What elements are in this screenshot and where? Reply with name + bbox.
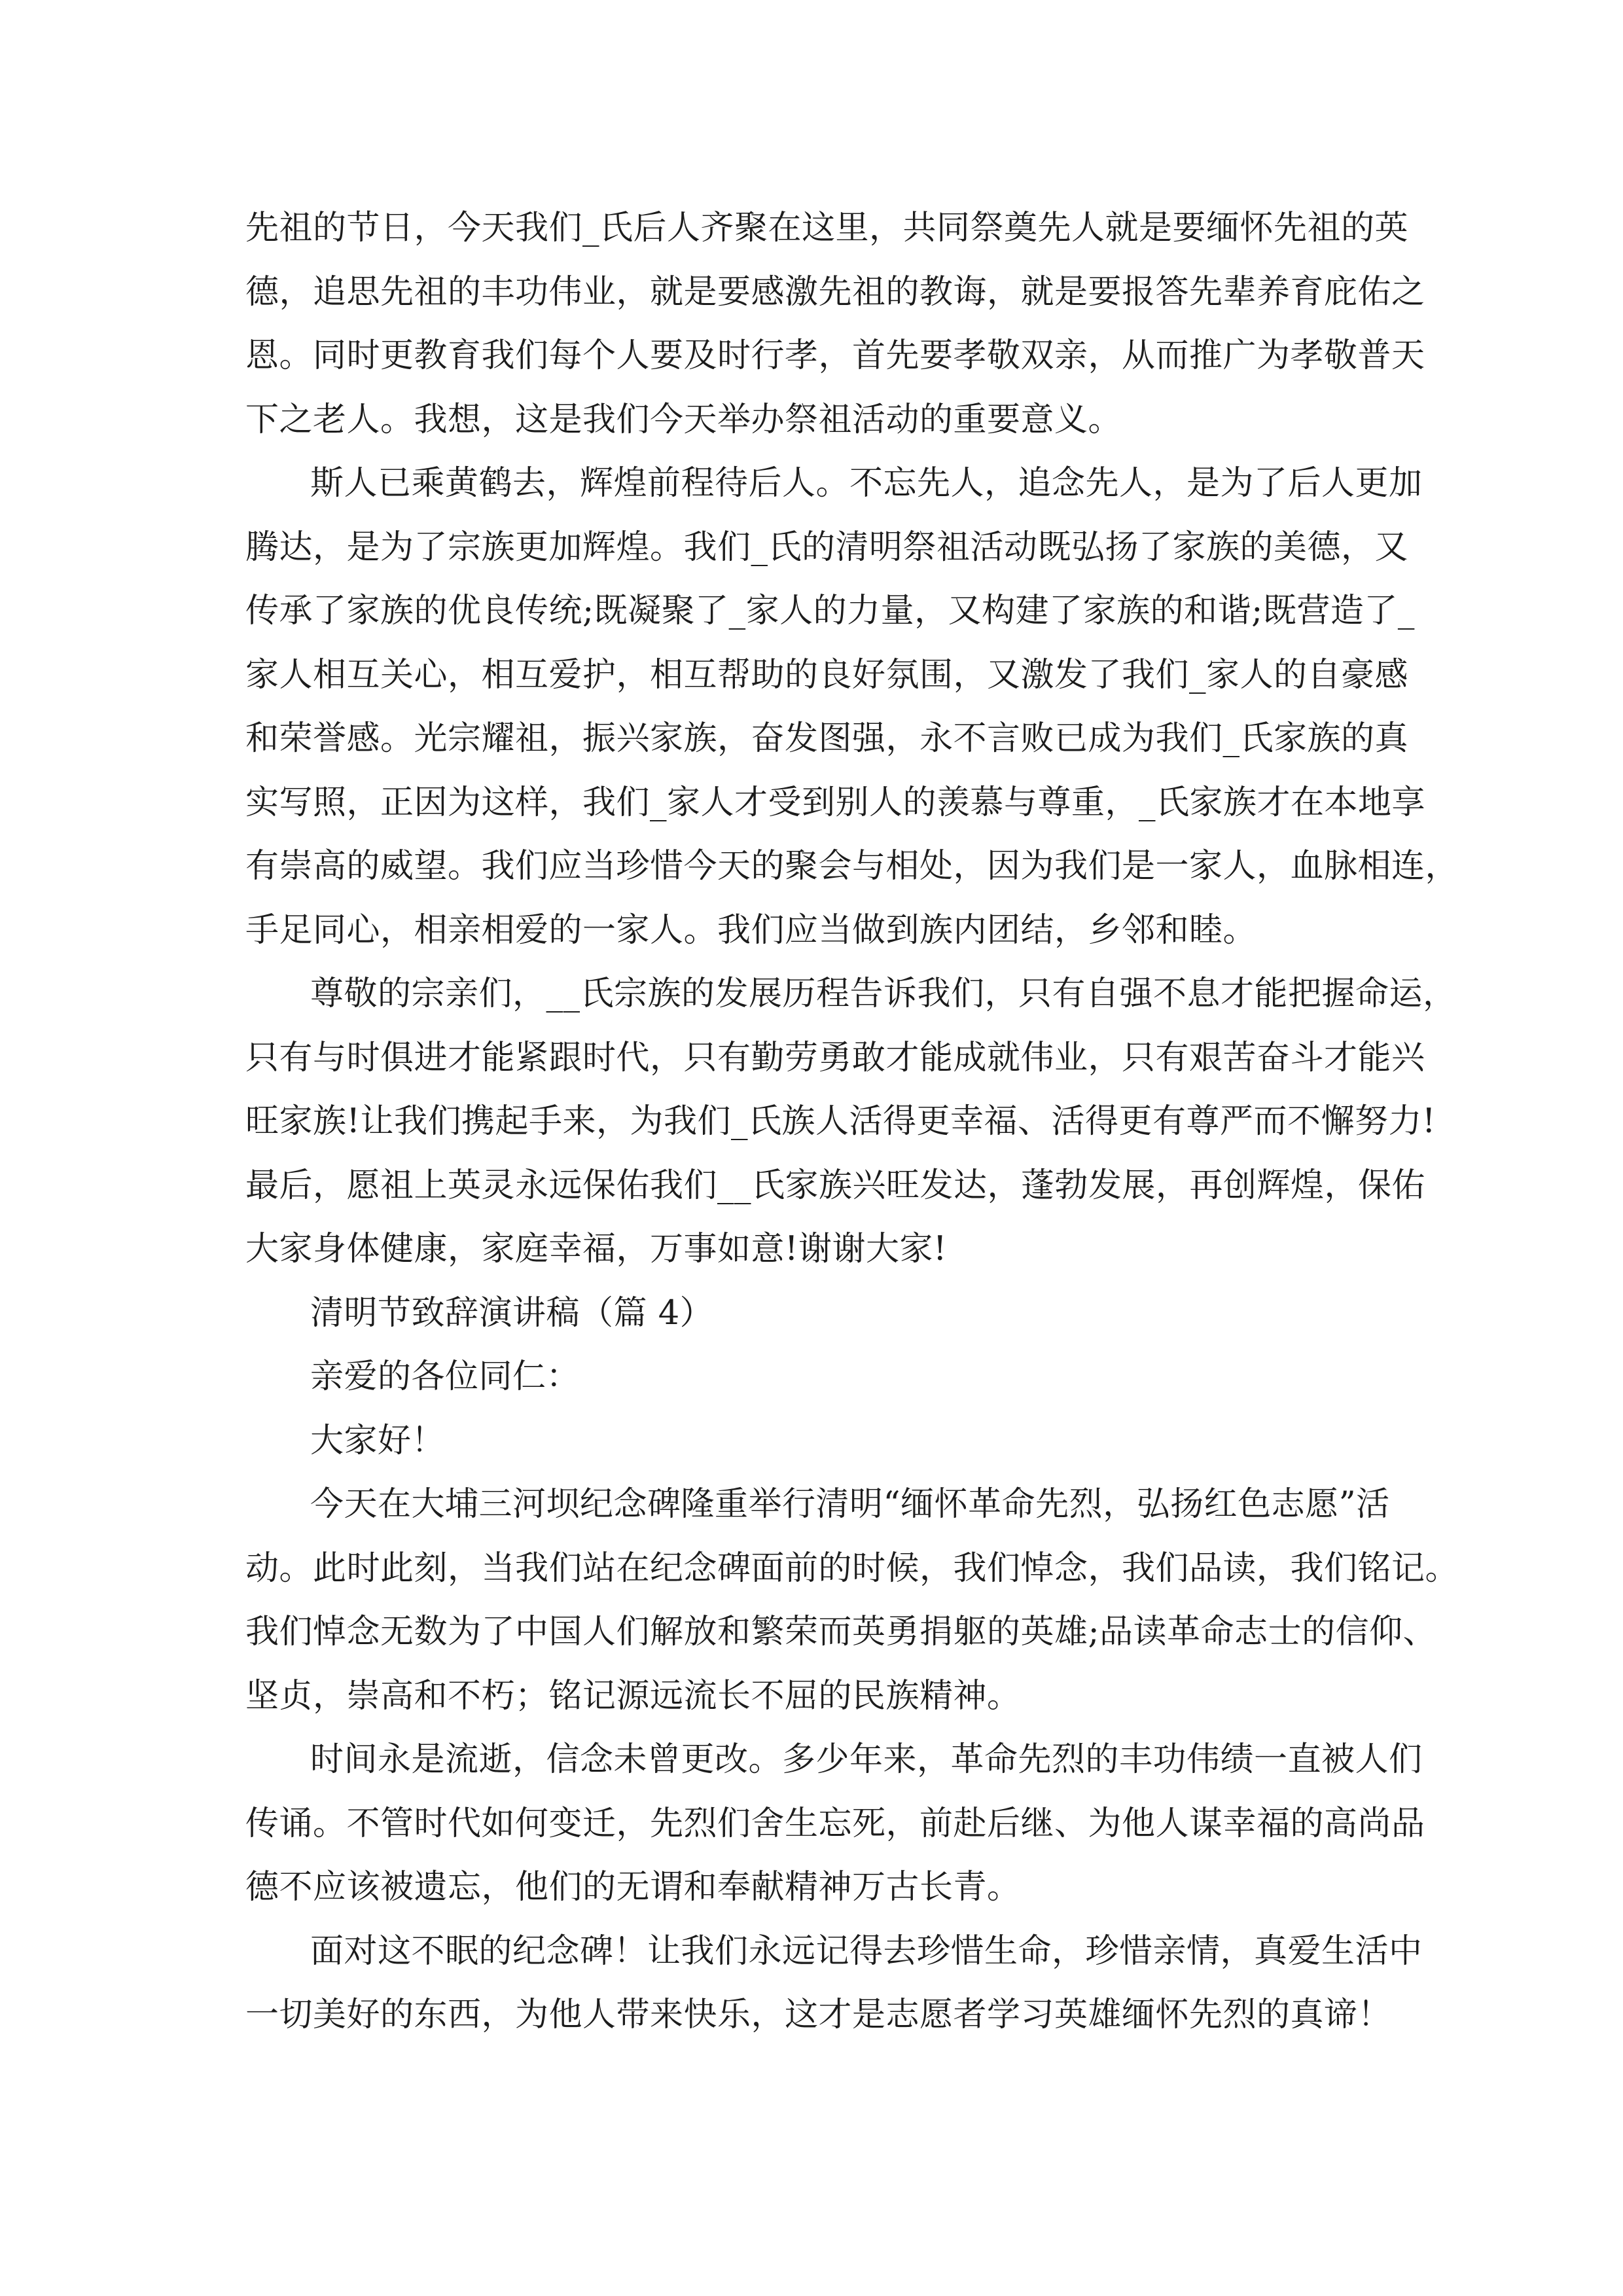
- text-line: 实写照，正因为这样，我们_家人才受到别人的羡慕与尊重，_氏家族才在本地享: [245, 783, 1426, 822]
- text-line: 传诵。不管时代如何变迁，先烈们舍生忘死，前赴后继、为他人谋幸福的高尚品: [245, 1804, 1425, 1843]
- text-line: 手足同心，相亲相爱的一家人。我们应当做到族内团结，乡邻和睦。: [245, 910, 1257, 950]
- text-line: 德不应该被遗忘，他们的无谓和奉献精神万古长青。: [245, 1868, 1021, 1907]
- paragraph-first-line: 亲爱的各位同仁：: [310, 1357, 580, 1396]
- paragraph-first-line: 清明节致辞演讲稿（篇 4）: [310, 1293, 714, 1333]
- text-line: 德，追思先祖的丰功伟业，就是要感激先祖的教诲，就是要报答先辈养育庇佑之: [245, 272, 1425, 312]
- text-line: 先祖的节日，今天我们_氏后人齐聚在这里，共同祭奠先人就是要缅怀先祖的英: [245, 209, 1409, 247]
- text-line: 和荣誉感。光宗耀祖，振兴家族，奋发图强，永不言败已成为我们_氏家族的真: [245, 719, 1409, 758]
- text-line: 腾达，是为了宗族更加辉煌。我们_氏的清明祭祖活动既弘扬了家族的美德，又: [245, 528, 1409, 567]
- text-line: 我们悼念无数为了中国人们解放和繁荣而英勇捐躯的英雄;品读革命志士的信仰、: [245, 1613, 1437, 1651]
- paragraph-first-line: 大家好！: [310, 1421, 446, 1460]
- text-line: 最后，愿祖上英灵永远保佑我们__氏家族兴旺发达，蓬勃发展，再创辉煌，保佑: [245, 1166, 1426, 1205]
- paragraph-first-line: 今天在大埔三河坝纪念碑隆重举行清明“缅怀革命先烈，弘扬红色志愿”活: [310, 1485, 1390, 1524]
- paragraph-first-line: 尊敬的宗亲们，__氏宗族的发展历程告诉我们，只有自强不息才能把握命运，: [310, 975, 1457, 1013]
- text-line: 只有与时俱进才能紧跟时代，只有勤劳勇敢才能成就伟业，只有艰苦奋斗才能兴: [245, 1038, 1425, 1077]
- text-line: 旺家族!让我们携起手来，为我们_氏族人活得更幸福、活得更有尊严而不懈努力!: [245, 1102, 1436, 1141]
- text-line: 大家身体健康，家庭幸福，万事如意!谢谢大家!: [245, 1230, 947, 1268]
- text-line: 下之老人。我想，这是我们今天举办祭祖活动的重要意义。: [245, 400, 1122, 439]
- paragraph-first-line: 面对这不眠的纪念碑！让我们永远记得去珍惜生命，珍惜亲情，真爱生活中: [310, 1931, 1423, 1971]
- text-line: 恩。同时更教育我们每个人要及时行孝，首先要孝敬双亲，从而推广为孝敬普天: [245, 336, 1425, 375]
- text-line: 有崇高的威望。我们应当珍惜今天的聚会与相处，因为我们是一家人，血脉相连，: [245, 847, 1459, 886]
- text-line: 传承了家族的优良传统;既凝聚了_家人的力量，又构建了家族的和谐;既营造了_: [245, 592, 1415, 630]
- paragraph-first-line: 斯人已乘黄鹤去，辉煌前程待后人。不忘先人，追念先人，是为了后人更加: [310, 464, 1423, 503]
- body-text: [245, 196, 1459, 2047]
- text-line: 一切美好的东西，为他人带来快乐，这才是志愿者学习英雄缅怀先烈的真谛！: [245, 1996, 1392, 2034]
- text-line: 坚贞，崇高和不朽；铭记源远流长不屈的民族精神。: [245, 1676, 1021, 1715]
- text-line: 动。此时此刻，当我们站在纪念碑面前的时候，我们悼念，我们品读，我们铭记。: [245, 1549, 1459, 1588]
- text-line: 家人相互关心，相互爱护，相互帮助的良好氛围，又激发了我们_家人的自豪感: [245, 655, 1409, 694]
- paragraph-first-line: 时间永是流逝，信念未曾更改。多少年来，革命先烈的丰功伟绩一直被人们: [310, 1740, 1423, 1779]
